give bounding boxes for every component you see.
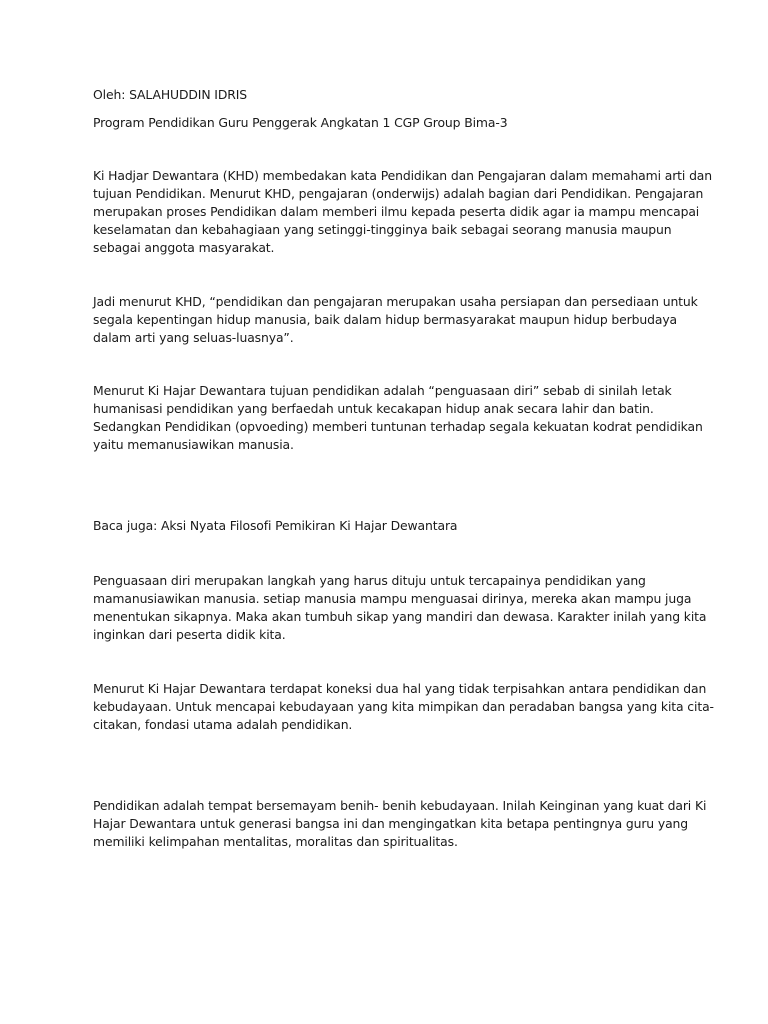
paragraph-line: humanisasi pendidikan yang berfaedah untuk kecakapan hidup anak secara lahir dan batin. — [93, 401, 654, 416]
paragraph-line: Hajar Dewantara untuk generasi bangsa ini dan mengingatkan kita betapa pentingnya guru yang — [93, 816, 689, 831]
paragraph-line: mamanusiawikan manusia. setiap manusia mampu menguasai dirinya, mereka akan mampu juga — [93, 591, 692, 606]
paragraph-line: Menurut Ki Hajar Dewantara terdapat koneksi dua hal yang tidak terpisahkan antara pendidikan dan — [93, 681, 707, 696]
paragraph-line: citakan, fondasi utama adalah pendidikan. — [93, 717, 353, 732]
read-also-line: Baca juga: Aksi Nyata Filosofi Pemikiran Ki Hajar Dewantara — [93, 518, 458, 533]
paragraph-line: kebudayaan. Untuk mencapai kebudayaan yang kita mimpikan dan peradaban bangsa yang kita cita- — [93, 699, 714, 714]
paragraph-line: Jadi menurut KHD, “pendidikan dan pengajaran merupakan usaha persiapan dan persediaan untuk — [93, 294, 698, 309]
paragraph-line: dalam arti yang seluas-luasnya”. — [93, 330, 294, 345]
paragraph-line: Ki Hadjar Dewantara (KHD) membedakan kata Pendidikan dan Pengajaran dalam memahami arti dan — [93, 168, 713, 183]
paragraph-line: merupakan proses Pendidikan dalam memberi ilmu kepada peserta didik agar ia mampu mencapai — [93, 204, 700, 219]
author-line: Oleh: SALAHUDDIN IDRIS — [93, 87, 248, 102]
paragraph-line: menentukan sikapnya. Maka akan tumbuh sikap yang mandiri dan dewasa. Karakter inilah yang kita — [93, 609, 707, 624]
program-line: Program Pendidikan Guru Penggerak Angkatan 1 CGP Group Bima-3 — [93, 115, 508, 130]
paragraph-line: inginkan dari peserta didik kita. — [93, 627, 286, 642]
paragraph-line: Menurut Ki Hajar Dewantara tujuan pendidikan adalah “penguasaan diri” sebab di sinilah letak — [93, 383, 672, 398]
paragraph-line: keselamatan dan kebahagiaan yang setinggi-tingginya baik sebagai seorang manusia maupun — [93, 222, 672, 237]
paragraph-line: sebagai anggota masyarakat. — [93, 240, 275, 255]
paragraph-line: Penguasaan diri merupakan langkah yang harus dituju untuk tercapainya pendidikan yang — [93, 573, 646, 588]
paragraph-line: yaitu memanusiawikan manusia. — [93, 437, 294, 452]
paragraph-line: segala kepentingan hidup manusia, baik dalam hidup bermasyarakat maupun hidup berbudaya — [93, 312, 678, 327]
paragraph-line: Sedangkan Pendidikan (opvoeding) memberi tuntunan terhadap segala kekuatan kodrat pendidikan — [93, 419, 703, 434]
paragraph-line: tujuan Pendidikan. Menurut KHD, pengajaran (onderwijs) adalah bagian dari Pendidikan. Pengajaran — [93, 186, 704, 201]
paragraph-line: memiliki kelimpahan mentalitas, moralitas dan spiritualitas. — [93, 834, 458, 849]
paragraph-line: Pendidikan adalah tempat bersemayam benih- benih kebudayaan. Inilah Keinginan yang kuat dari Ki — [93, 798, 707, 813]
